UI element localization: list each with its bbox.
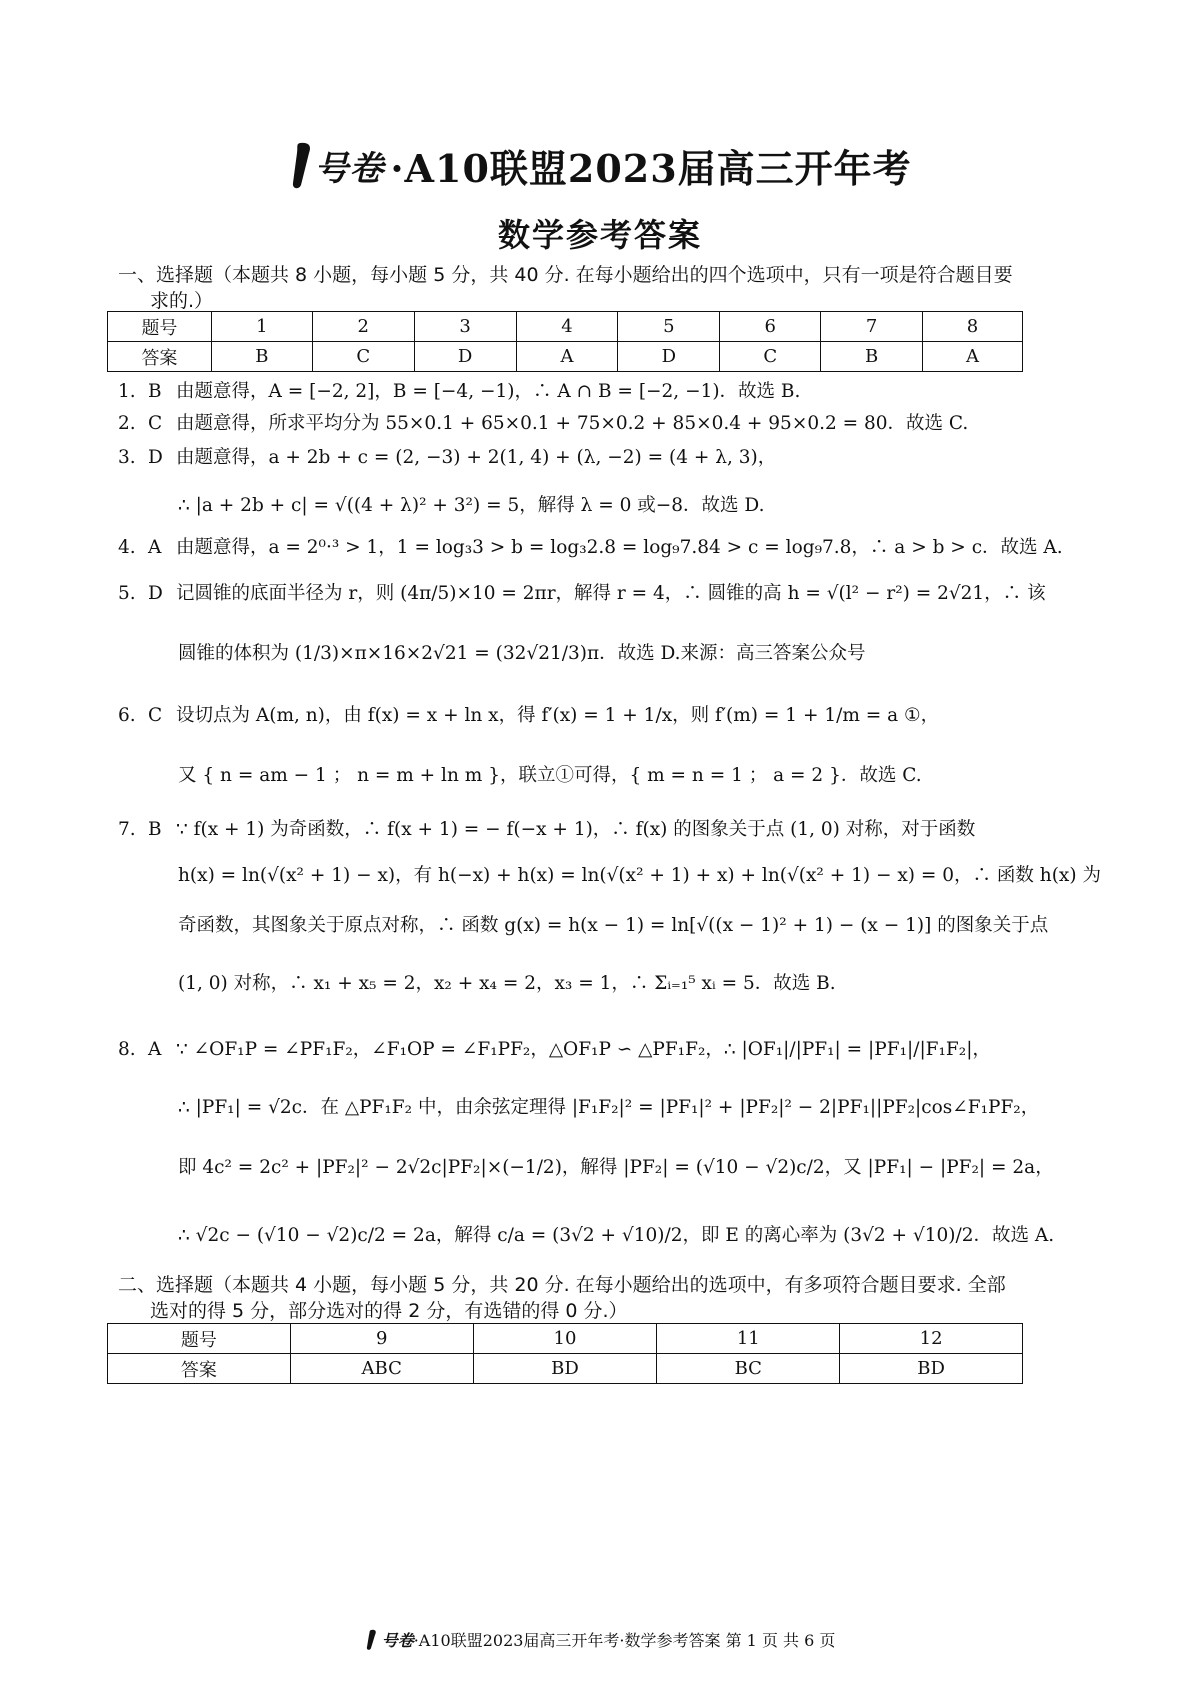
- item-line: 记圆锥的底面半径为 r，则 (4π/5)×10 = 2πr，解得 r = 4，∴ 圆锥的高 h = √(l² − r²) = 2√21，∴ 该: [176, 583, 1046, 604]
- table-cell: ABC: [290, 1354, 473, 1384]
- table-cell: C: [312, 342, 414, 372]
- table-cell: 6: [720, 312, 821, 342]
- solution-item-7: [118, 816, 1108, 844]
- table-cell: 5: [618, 312, 720, 342]
- brand-text: 号卷: [314, 149, 385, 189]
- brand-logo: [288, 141, 384, 191]
- table-cell: BC: [657, 1354, 840, 1384]
- main-title: ·A10联盟2023届高三开年考: [390, 146, 912, 191]
- solution-item-2: [118, 410, 1108, 438]
- item-line: 由题意得，A = [−2, 2]，B = [−4, −1)，∴ A ∩ B = [−2, −1)．故选 B.: [176, 381, 801, 402]
- table-cell: C: [720, 342, 821, 372]
- solution-item-3: [118, 444, 1108, 472]
- solution-item-5: [118, 580, 1108, 608]
- table-header-cell: 题号: [108, 1324, 291, 1354]
- table-cell: 10: [473, 1324, 657, 1354]
- header: [0, 138, 1200, 195]
- item-number: 4.: [118, 537, 136, 558]
- item-choice: C: [148, 705, 163, 726]
- item-choice: A: [148, 537, 162, 558]
- item-number: 2.: [118, 413, 136, 434]
- section1-heading-line1: 一、选择题（本题共 8 小题，每小题 5 分，共 40 分. 在每小题给出的四个选项中，只有一项是符合题目要: [118, 264, 1013, 286]
- brush-stroke-icon: [288, 141, 314, 191]
- table-cell: B: [211, 342, 312, 372]
- item-choice: D: [148, 447, 163, 468]
- table-cell: BD: [840, 1354, 1023, 1384]
- solution-item-7-line2: h(x) = ln(√(x² + 1) − x)，有 h(−x) + h(x) = ln(√(x² + 1) + x) + ln(√(x² + 1) − x) = 0，∴ 函数 h(x) 为: [178, 865, 1101, 886]
- solution-item-5-line2: 圆锥的体积为 (1/3)×π×16×2√21 = (32√21/3)π．故选 D.来源：高三答案公众号: [178, 643, 866, 664]
- solution-item-1: [118, 378, 1108, 406]
- solution-item-4: [118, 534, 1108, 562]
- solution-item-6: [118, 702, 1108, 730]
- table-cell: 9: [290, 1324, 473, 1354]
- table-row-answers: [108, 342, 1023, 372]
- table-cell: A: [923, 342, 1023, 372]
- brush-stroke-icon: [365, 1629, 377, 1651]
- section1-heading: [118, 262, 1108, 314]
- table-header-cell: 答案: [108, 342, 212, 372]
- solution-item-7-line3: 奇函数，其图象关于原点对称，∴ 函数 g(x) = h(x − 1) = ln[√((x − 1)² + 1) − (x − 1)] 的图象关于点: [178, 915, 1049, 936]
- title-row: [288, 138, 911, 193]
- section1-answer-table: [107, 311, 1023, 372]
- item-choice: B: [148, 819, 162, 840]
- table-cell: 1: [211, 312, 312, 342]
- footer-brand-logo: [365, 1629, 377, 1655]
- item-number: 5.: [118, 583, 136, 604]
- item-number: 3.: [118, 447, 136, 468]
- item-line: ∵ f(x + 1) 为奇函数，∴ f(x + 1) = − f(−x + 1)，∴ f(x) 的图象关于点 (1, 0) 对称，对于函数: [176, 819, 976, 840]
- item-choice: B: [148, 381, 162, 402]
- item-line: ∵ ∠OF₁P = ∠PF₁F₂，∠F₁OP = ∠F₁PF₂，△OF₁P ∽ △PF₁F₂，∴ |OF₁|/|PF₁| = |PF₁|/|F₁F₂|，: [176, 1039, 991, 1060]
- table-cell: D: [414, 342, 516, 372]
- table-cell: D: [618, 342, 720, 372]
- table-cell: 3: [414, 312, 516, 342]
- table-header-cell: 答案: [108, 1354, 291, 1384]
- table-cell: BD: [473, 1354, 657, 1384]
- solution-item-8-line3: 即 4c² = 2c² + |PF₂|² − 2√2c|PF₂|×(−1/2)，解得 |PF₂| = (√10 − √2)c/2，又 |PF₁| − |PF₂| = 2a，: [178, 1157, 1054, 1178]
- footer-brand-text: 号卷: [381, 1631, 414, 1650]
- section2-answer-table: [107, 1323, 1023, 1384]
- item-line: 设切点为 A(m, n)，由 f(x) = x + ln x，得 f′(x) = 1 + 1/x，则 f′(m) = 1 + 1/m = a ①，: [176, 705, 940, 726]
- section2-heading-line1: 二、选择题（本题共 4 小题，每小题 5 分，共 20 分. 在每小题给出的选项中，有多项符合题目要求. 全部: [118, 1274, 1006, 1296]
- footer-text: ·A10联盟2023届高三开年考·数学参考答案 第 1 页 共 6 页: [413, 1631, 836, 1650]
- solution-item-8-line2: ∴ |PF₁| = √2c．在 △PF₁F₂ 中，由余弦定理得 |F₁F₂|² = |PF₁|² + |PF₂|² − 2|PF₁||PF₂|cos∠F₁PF₂，: [178, 1097, 1040, 1118]
- solution-item-6-line2: 又 { n = am − 1 ； n = m + ln m }，联立①可得，{ m = n = 1 ； a = 2 }．故选 C.: [178, 765, 922, 786]
- table-cell: 4: [516, 312, 618, 342]
- table-row-answers: [108, 1354, 1023, 1384]
- item-choice: A: [148, 1039, 162, 1060]
- item-number: 8.: [118, 1039, 136, 1060]
- item-choice: D: [148, 583, 163, 604]
- page-footer: [0, 1628, 1200, 1655]
- table-cell: A: [516, 342, 618, 372]
- item-line: 由题意得，所求平均分为 55×0.1 + 65×0.1 + 75×0.2 + 85×0.4 + 95×0.2 = 80．故选 C.: [176, 413, 969, 434]
- solution-item-7-line4: (1, 0) 对称，∴ x₁ + x₅ = 2，x₂ + x₄ = 2，x₃ = 1，∴ Σᵢ₌₁⁵ xᵢ = 5．故选 B.: [178, 973, 836, 994]
- item-number: 6.: [118, 705, 136, 726]
- table-row-questions: [108, 312, 1023, 342]
- section2-heading: [118, 1272, 1108, 1324]
- page-title: 数学参考答案: [497, 216, 702, 254]
- item-number: 7.: [118, 819, 136, 840]
- table-cell: 11: [657, 1324, 840, 1354]
- table-cell: 2: [312, 312, 414, 342]
- solution-item-8-line4: ∴ √2c − (√10 − √2)c/2 = 2a，解得 c/a = (3√2 + √10)/2，即 E 的离心率为 (3√2 + √10)/2．故选 A.: [178, 1225, 1055, 1246]
- table-cell: 7: [821, 312, 923, 342]
- table-cell: 8: [923, 312, 1023, 342]
- table-cell: B: [821, 342, 923, 372]
- table-row-questions: [108, 1324, 1023, 1354]
- item-choice: C: [148, 413, 163, 434]
- item-number: 1.: [118, 381, 136, 402]
- table-cell: 12: [840, 1324, 1023, 1354]
- table-header-cell: 题号: [108, 312, 212, 342]
- item-line: 由题意得，a = 2⁰·³ > 1，1 = log₃3 > b = log₃2.8 = log₉7.84 > c = log₉7.8，∴ a > b > c．故选 A.: [176, 537, 1063, 558]
- section2-heading-line2: 选对的得 5 分，部分选对的得 2 分，有选错的得 0 分.）: [150, 1300, 628, 1322]
- solution-item-3-line2: ∴ |a + 2b + c| = √((4 + λ)² + 3²) = 5，解得 λ = 0 或−8．故选 D.: [178, 495, 765, 516]
- section1-heading-line2: 求的.）: [150, 290, 214, 312]
- item-line: 由题意得，a + 2b + c = (2, −3) + 2(1, 4) + (λ, −2) = (4 + λ, 3)，: [176, 447, 777, 468]
- solution-item-8: [118, 1036, 1108, 1064]
